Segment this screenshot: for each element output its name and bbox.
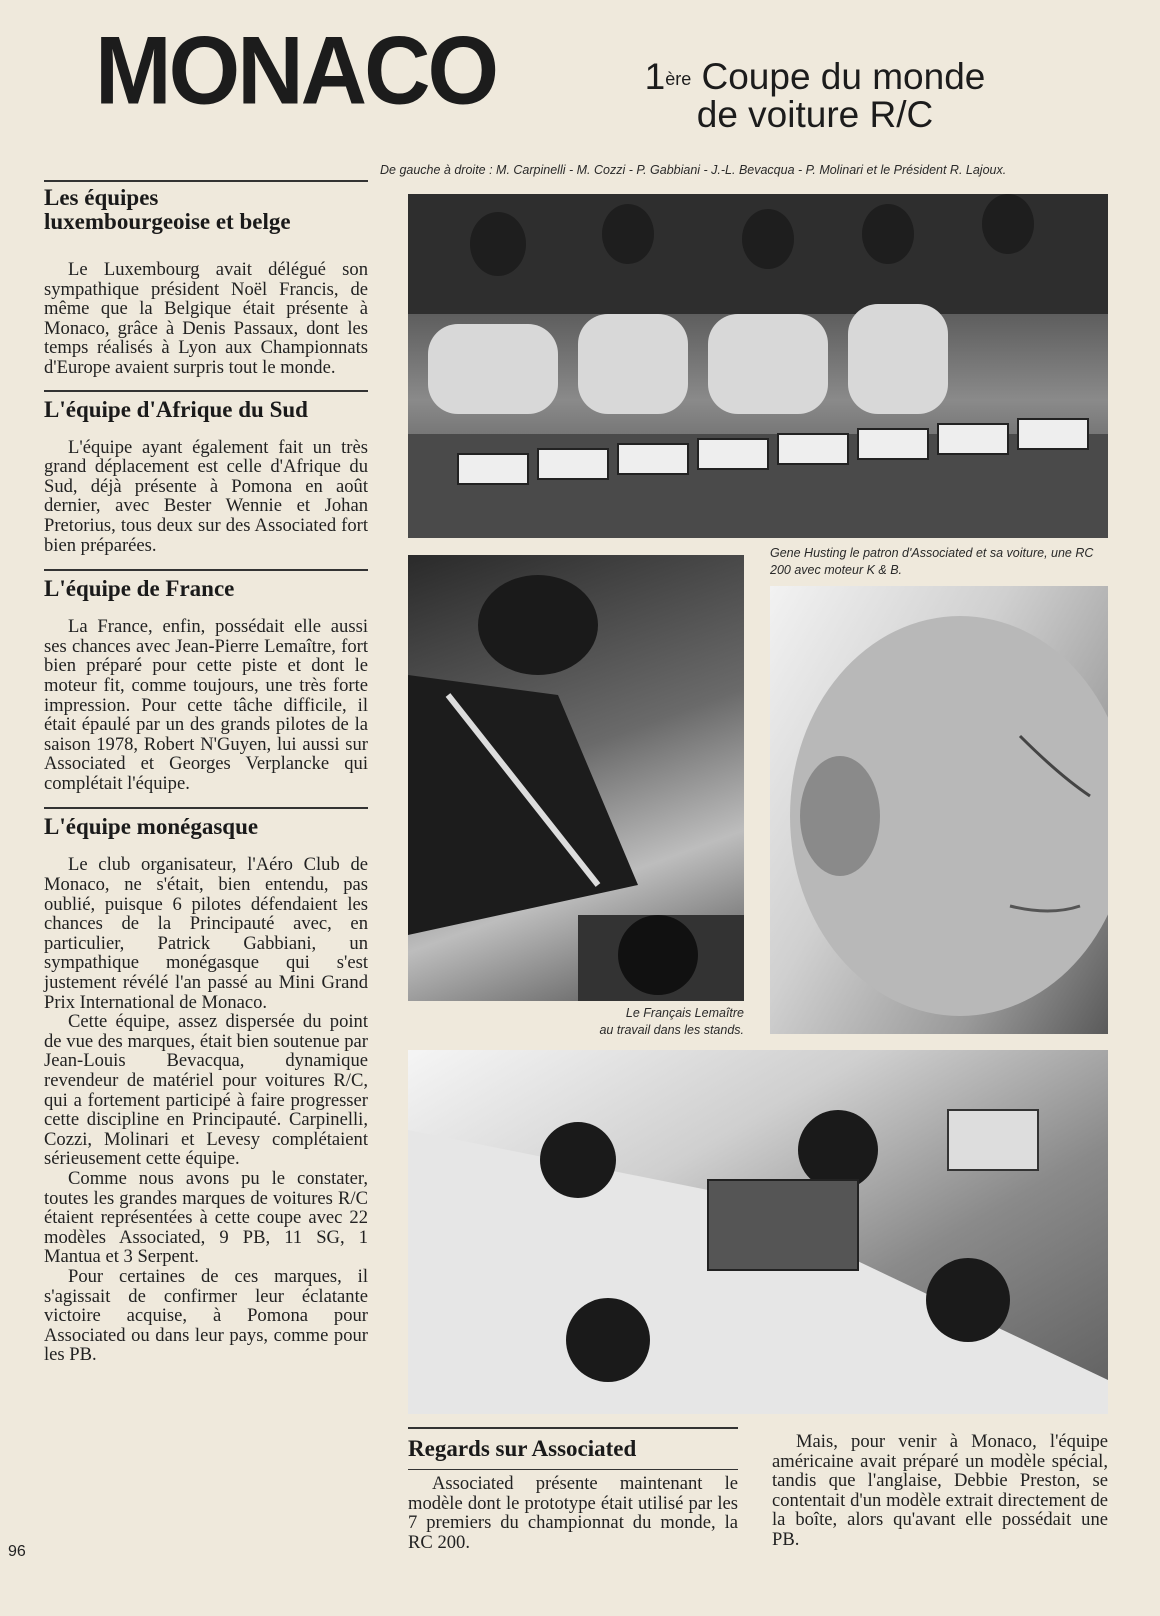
monaco-p3: Comme nous avons pu le constater, toutes les grandes marques de voitures R/C étaient représentées à cette coupe avec 22 modèles Associated, 9 PB, 11 SG, 1 Mantua et 3 Serpent. [44,1167,368,1268]
lux-body: Le Luxembourg avait délégué son sympathique président Noël Francis, de même que la Belgique était présente à Monaco, grâce à Denis Passaux, dont les temps réalisés à Lyon aux Championnats d'Europe avaient surpris tout le monde. [44,259,368,378]
section-rule [44,569,368,571]
associated-column [408,1427,738,1552]
subtitle-sup: ère [665,69,692,89]
chassis-photo [408,1050,1108,1414]
heading-lux-line2: luxembourgeoise et belge [44,209,291,234]
heading-monaco: L'équipe monégasque [44,814,259,840]
france-body: La France, enfin, possédait elle aussi ses chances avec Jean-Pierre Lemaître, fort bien préparé pour cette piste et dont le moteur fit, comme toujours, une très forte impression. Pour cette tâche difficile, il était épaulé par un des grands pilotes de la saison 1978, Robert N'Guyen, lui aussi sur Associated et Georges Verplancke qui complétait l'équipe. [44,616,368,794]
section-rule [408,1427,738,1429]
subtitle-prefix: 1 [644,56,666,97]
monaco-p2: Cette équipe, assez dispersée du point de vue des marques, était bien soutenue par Jean-Louis Bevacqua, dynamique revendeur de matériel pour voitures R/C, qui a fortement participé à faire progresser cette discipline en Principauté. Carpinelli, Cozzi, Molinari et Levesy complétaient sérieusement cette équipe. [44,1011,368,1170]
team-photo [408,194,1108,538]
heading-afrique: L'équipe d'Afrique du Sud [44,396,308,422]
usa-column [772,1432,1108,1550]
subtitle-line1: Coupe du monde [701,56,986,97]
heading-lux-line1: Les équipes [44,185,159,210]
page-subtitle [595,58,1035,134]
lemaitre-photo-illustration [408,555,744,1001]
heading-france: L'équipe de France [44,576,235,602]
caption-lemaitre-line1: Le Français Lemaître [625,1006,744,1020]
husting-photo-illustration [770,586,1108,1034]
afrique-body: L'équipe ayant également fait un très grand déplacement est celle d'Afrique du Sud, déjà présente à Pomona en août dernier, avec Bester Wennie et Johan Pretorius, tous deux sur des Associated fort bien préparées. [44,436,368,556]
section-rule [44,807,368,809]
usa-body: Mais, pour venir à Monaco, l'équipe américaine avait préparé un modèle spécial, tandis que l'anglaise, Debbie Preston, se contentait d'un modèle extrait directement de la boîte, alors qu'avant elle possédait une PB. [772,1431,1108,1550]
monaco-p4: Pour certaines de ces marques, il s'agissait de confirmer leur éclatante victoire acquise, à Pomona pour Associated ou dans leur pays, comme pour les PB. [44,1265,368,1366]
section-rule [44,390,368,392]
caption-lemaitre-line2: au travail dans les stands. [599,1023,744,1037]
husting-photo [770,586,1108,1034]
heading-lux [44,186,368,234]
caption-lemaitre [560,1005,744,1039]
associated-body: Associated présente maintenant le modèle dont le prototype était utilisé par les 7 premiers du championnat du monde, la RC 200. [408,1473,738,1553]
chassis-photo-illustration [408,1050,1108,1414]
section-rule [408,1469,738,1470]
monaco-p1: Le club organisateur, l'Aéro Club de Monaco, ne s'était, bien entendu, pas oublié, puisque 6 pilotes défendaient les chances de la Principauté avec, en particulier, Patrick Gabbiani, un sympathique monégasque qui s'est justement révélé l'an passé au Mini Grand Prix International de Monaco. [44,854,368,1013]
heading-associated: Regards sur Associated [408,1436,637,1461]
caption-husting: Gene Husting le patron d'Associated et sa voiture, une RC 200 avec moteur K & B. [770,546,1094,577]
page-title: MONACO [95,17,497,125]
left-column [44,180,368,1365]
subtitle-line2: de voiture R/C [696,94,934,135]
caption-team-photo: De gauche à droite : M. Carpinelli - M. Cozzi - P. Gabbiani - J.-L. Bevacqua - P. Molinari et le Président R. Lajoux. [380,163,1007,177]
team-photo-illustration [408,194,1108,538]
page-number: 96 [8,1543,26,1560]
lemaitre-photo [408,555,744,1001]
section-rule [44,180,368,182]
